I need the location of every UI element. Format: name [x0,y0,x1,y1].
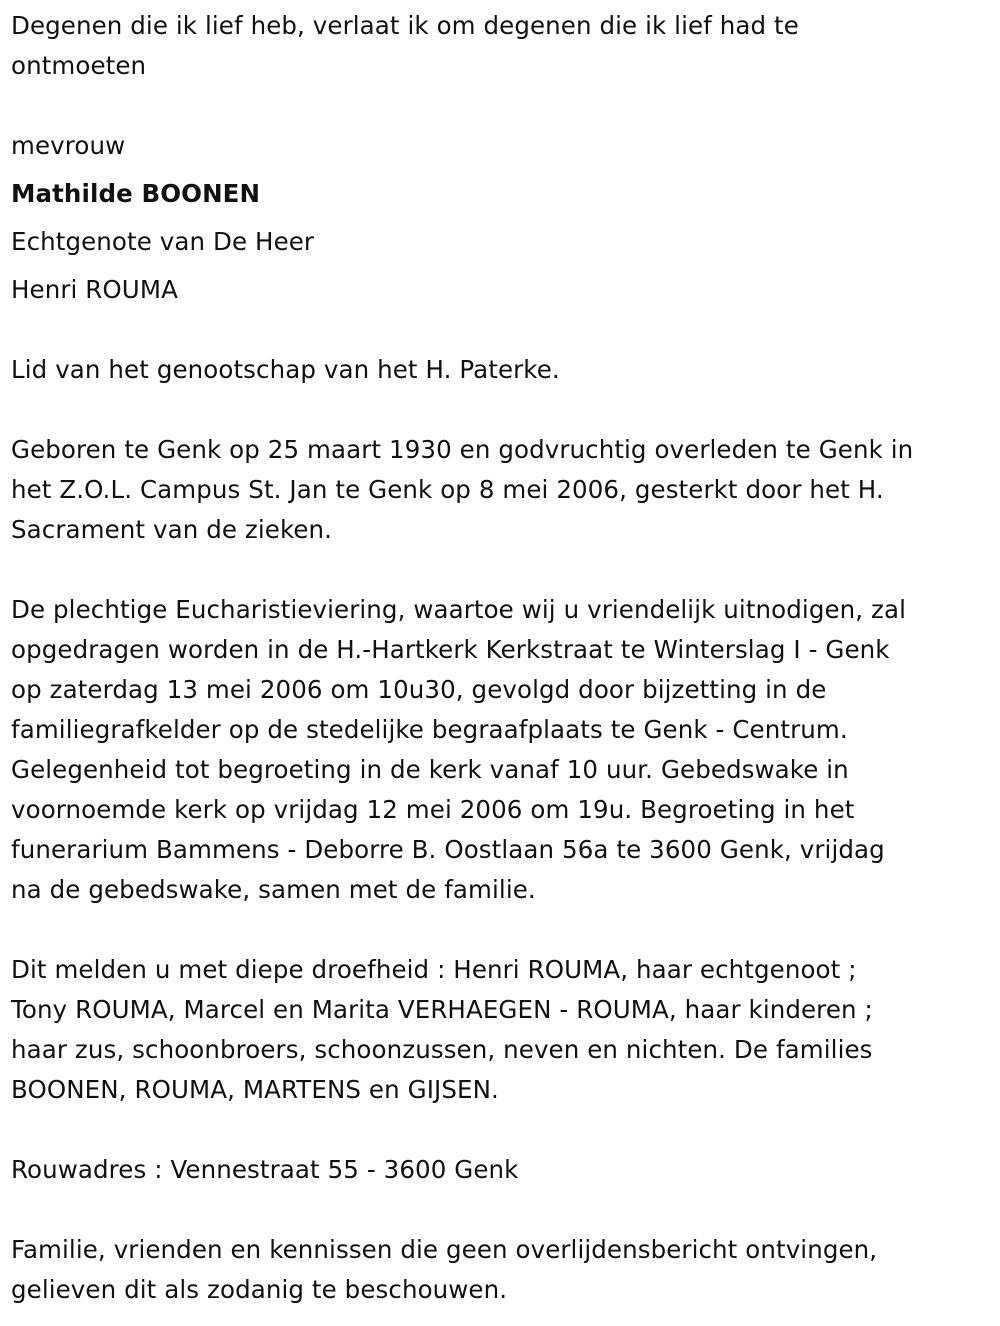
ceremony-line-7: funerarium Bammens - Deborre B. Oostlaan 56a te 3600 Genk, vrijdag [11,835,885,864]
family-line-3: haar zus, schoonbroers, schoonzussen, neven en nichten. De families [11,1035,873,1064]
ceremony-line-6: voornoemde kerk op vrijdag 12 mei 2006 om 19u. Begroeting in het [11,795,855,824]
ceremony-line-8: na de gebedswake, samen met de familie. [11,875,536,904]
family-line-1: Dit melden u met diepe droefheid : Henri ROUMA, haar echtgenoot ; [11,955,857,984]
closing-line-1: Familie, vrienden en kennissen die geen overlijdensbericht ontvingen, [11,1235,878,1264]
mourning-address: Rouwadres : Vennestraat 55 - 3600 Genk [11,1155,519,1184]
birth-death-line-3: Sacrament van de zieken. [11,515,333,544]
family-line-2: Tony ROUMA, Marcel en Marita VERHAEGEN - ROUMA, haar kinderen ; [11,995,873,1024]
spouse-line-1: Echtgenote van De Heer [11,227,315,256]
ceremony-line-2: opgedragen worden in de H.-Hartkerk Kerkstraat te Winterslag I - Genk [11,635,890,664]
motto-line-1: Degenen die ik lief heb, verlaat ik om degenen die ik lief had te [11,11,799,40]
family-line-4: BOONEN, ROUMA, MARTENS en GIJSEN. [11,1075,499,1104]
birth-death-line-1: Geboren te Genk op 25 maart 1930 en godvruchtig overleden te Genk in [11,435,914,464]
closing-line-2: gelieven dit als zodanig te beschouwen. [11,1275,508,1304]
deceased-name: Mathilde BOONEN [11,179,261,208]
ceremony-line-4: familiegrafkelder op de stedelijke begraafplaats te Genk - Centrum. [11,715,848,744]
membership-text: Lid van het genootschap van het H. Paterke. [11,355,560,384]
ceremony-line-5: Gelegenheid tot begroeting in de kerk vanaf 10 uur. Gebedswake in [11,755,849,784]
motto-line-2: ontmoeten [11,51,147,80]
ceremony-line-1: De plechtige Eucharistieviering, waartoe wij u vriendelijk uitnodigen, zal [11,595,907,624]
ceremony-line-3: op zaterdag 13 mei 2006 om 10u30, gevolgd door bijzetting in de [11,675,827,704]
spouse-line-2: Henri ROUMA [11,275,178,304]
deceased-title: mevrouw [11,131,126,160]
birth-death-line-2: het Z.O.L. Campus St. Jan te Genk op 8 mei 2006, gesterkt door het H. [11,475,884,504]
